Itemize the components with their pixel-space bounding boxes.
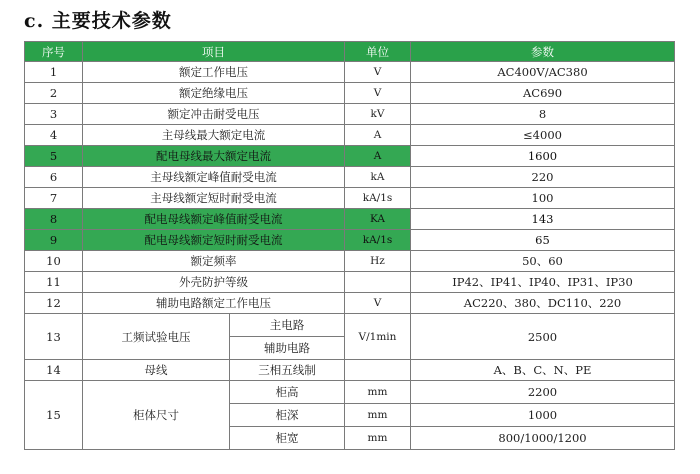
row-no: 9 xyxy=(25,230,83,251)
row-param: AC220、380、DC110、220 xyxy=(411,293,675,314)
table-row xyxy=(25,83,675,104)
row-param: 2200 xyxy=(411,381,675,404)
row-unit: Hz xyxy=(345,251,411,272)
row-param: 1000 xyxy=(411,404,675,427)
row-item: 辅助电路额定工作电压 xyxy=(83,293,345,314)
row-item: 额定工作电压 xyxy=(83,62,345,83)
row-param: 50、60 xyxy=(411,251,675,272)
row-no: 10 xyxy=(25,251,83,272)
row-no: 15 xyxy=(25,381,83,450)
row-item: 额定冲击耐受电压 xyxy=(83,104,345,125)
row-no: 2 xyxy=(25,83,83,104)
row-unit xyxy=(345,360,411,381)
section-title: c. 主要技术参数 xyxy=(24,10,172,32)
table-row-13 xyxy=(25,314,675,337)
row-unit xyxy=(345,272,411,293)
row-item: 额定频率 xyxy=(83,251,345,272)
tech-params-table xyxy=(24,41,675,450)
row-no: 14 xyxy=(25,360,83,381)
row-sub-item: 主电路 xyxy=(230,314,345,337)
row-param: 65 xyxy=(411,230,675,251)
row-item: 主母线额定短时耐受电流 xyxy=(83,188,345,209)
header-unit: 单位 xyxy=(345,42,411,62)
table-row xyxy=(25,251,675,272)
row-item: 柜体尺寸 xyxy=(83,381,230,450)
row-item: 配电母线最大额定电流 xyxy=(83,146,345,167)
row-no: 3 xyxy=(25,104,83,125)
row-no: 12 xyxy=(25,293,83,314)
table-row xyxy=(25,125,675,146)
row-item: 母线 xyxy=(83,360,230,381)
row-unit: V xyxy=(345,83,411,104)
row-unit: V xyxy=(345,62,411,83)
table-row xyxy=(25,230,675,251)
row-no: 6 xyxy=(25,167,83,188)
row-unit: A xyxy=(345,146,411,167)
table-row xyxy=(25,293,675,314)
row-no: 5 xyxy=(25,146,83,167)
row-param: AC690 xyxy=(411,83,675,104)
row-param: A、B、C、N、PE xyxy=(411,360,675,381)
table-row xyxy=(25,62,675,83)
row-item: 主母线最大额定电流 xyxy=(83,125,345,146)
row-item: 主母线额定峰值耐受电流 xyxy=(83,167,345,188)
row-item: 配电母线额定峰值耐受电流 xyxy=(83,209,345,230)
row-param: ≤4000 xyxy=(411,125,675,146)
row-item: 外壳防护等级 xyxy=(83,272,345,293)
row-param: IP42、IP41、IP40、IP31、IP30 xyxy=(411,272,675,293)
header-param: 参数 xyxy=(411,42,675,62)
table-row-14 xyxy=(25,360,675,381)
row-param: 143 xyxy=(411,209,675,230)
row-sub-item: 柜宽 xyxy=(230,427,345,450)
table-header-row xyxy=(25,42,675,62)
row-unit: kA xyxy=(345,167,411,188)
row-unit: KA xyxy=(345,209,411,230)
table-row-15 xyxy=(25,381,675,404)
row-no: 13 xyxy=(25,314,83,360)
row-unit: kV xyxy=(345,104,411,125)
row-sub-item: 辅助电路 xyxy=(230,337,345,360)
row-no: 4 xyxy=(25,125,83,146)
table-row xyxy=(25,272,675,293)
table-row xyxy=(25,104,675,125)
row-unit: V xyxy=(345,293,411,314)
row-param: 800/1000/1200 xyxy=(411,427,675,450)
row-item: 工频试验电压 xyxy=(83,314,230,360)
row-no: 11 xyxy=(25,272,83,293)
row-no: 1 xyxy=(25,62,83,83)
table-row xyxy=(25,167,675,188)
row-unit: A xyxy=(345,125,411,146)
row-sub-item: 三相五线制 xyxy=(230,360,345,381)
row-item: 配电母线额定短时耐受电流 xyxy=(83,230,345,251)
row-param: 1600 xyxy=(411,146,675,167)
row-param: 8 xyxy=(411,104,675,125)
row-param: 2500 xyxy=(411,314,675,360)
row-unit: mm xyxy=(345,404,411,427)
row-sub-item: 柜深 xyxy=(230,404,345,427)
row-param: AC400V/AC380 xyxy=(411,62,675,83)
header-item: 项目 xyxy=(83,42,345,62)
row-sub-item: 柜高 xyxy=(230,381,345,404)
row-unit: kA/1s xyxy=(345,188,411,209)
row-param: 220 xyxy=(411,167,675,188)
row-unit: V/1min xyxy=(345,314,411,360)
row-item: 额定绝缘电压 xyxy=(83,83,345,104)
row-no: 7 xyxy=(25,188,83,209)
header-no: 序号 xyxy=(25,42,83,62)
row-no: 8 xyxy=(25,209,83,230)
table-row xyxy=(25,188,675,209)
row-unit: mm xyxy=(345,381,411,404)
row-unit: kA/1s xyxy=(345,230,411,251)
row-unit: mm xyxy=(345,427,411,450)
table-row xyxy=(25,209,675,230)
row-param: 100 xyxy=(411,188,675,209)
table-row xyxy=(25,146,675,167)
